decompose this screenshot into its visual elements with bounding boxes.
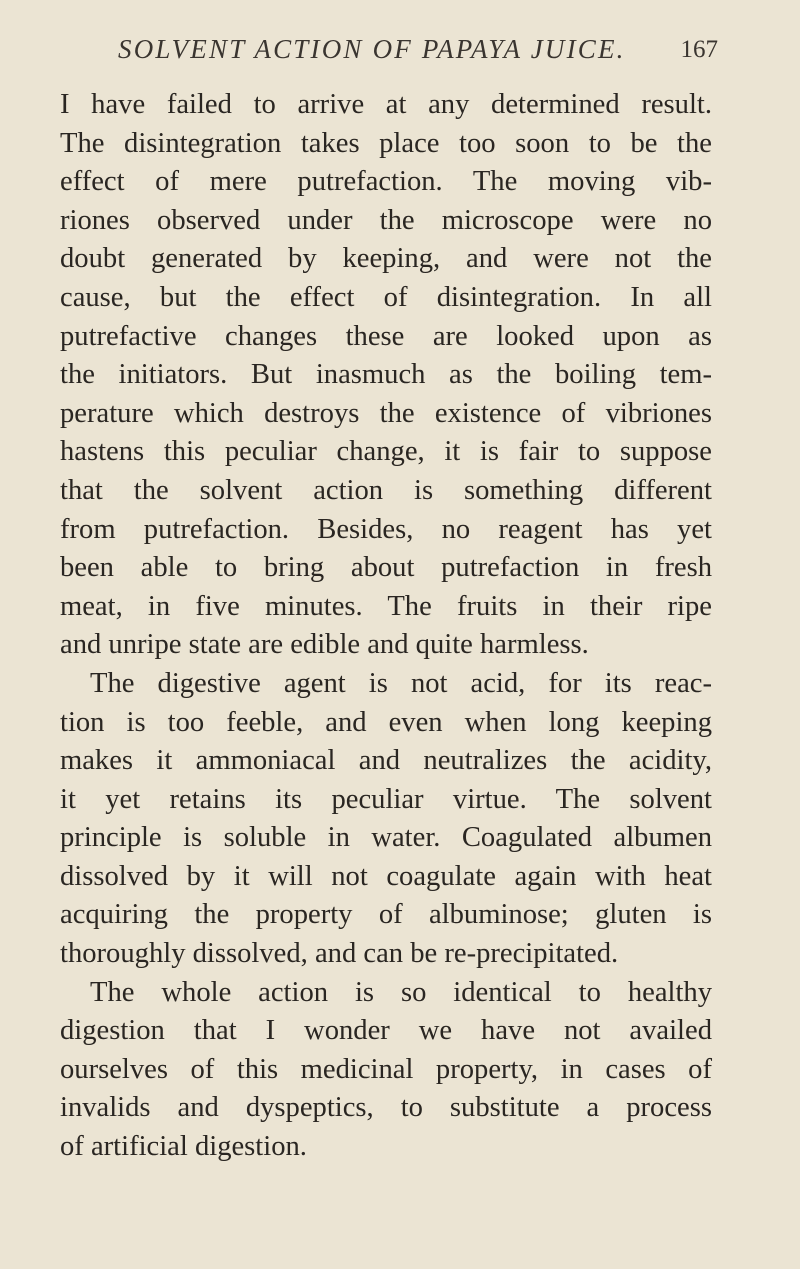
text-line: The digestive agent is not acid, for its reac- [90,667,712,699]
text-line: putrefactive changes these are looked upon as [60,320,712,352]
text-line: dissolved by it will not coagulate again with heat [60,860,712,892]
text-line: perature which destroys the existence of vibriones [60,397,712,429]
running-title: SOLVENT ACTION OF PAPAYA JUICE. [118,34,626,64]
text-line: I have failed to arrive at any determined result. [60,89,712,120]
text-line: that the solvent action is something different [60,474,712,506]
page-number: 167 [680,36,718,63]
text-line: and unripe state are edible and quite harmless. [60,629,589,661]
text-line: invalids and dyspeptics, to substitute a process [60,1092,712,1124]
text-line: of artificial digestion. [60,1131,307,1163]
text-line: effect of mere putrefaction. The moving vib- [60,166,712,198]
text-line: meat, in five minutes. The fruits in their ripe [60,590,712,622]
text-line: hastens this peculiar change, it is fair to suppose [60,436,712,468]
text-line: ourselves of this medicinal property, in cases of [60,1053,712,1085]
text-line: doubt generated by keeping, and were not the [60,243,712,275]
text-line: The whole action is so identical to healthy [90,976,712,1008]
text-line: acquiring the property of albuminose; gluten is [60,899,712,931]
text-line: cause, but the effect of disintegration. In all [60,281,712,313]
body-text [60,86,712,1167]
text-line: The disintegration takes place too soon to be the [60,127,712,159]
text-line: tion is too feeble, and even when long keeping [60,706,712,738]
text-line: from putrefaction. Besides, no reagent has yet [60,513,712,545]
text-line: principle is soluble in water. Coagulated albumen [60,822,712,854]
text-line: been able to bring about putrefaction in fresh [60,552,712,584]
running-head [108,34,718,74]
text-line: makes it ammoniacal and neutralizes the acidity, [60,745,712,777]
text-line: thoroughly dissolved, and can be re-precipitated. [60,938,619,970]
text-line: it yet retains its peculiar virtue. The solvent [60,783,712,815]
text-line: riones observed under the microscope were no [60,204,712,236]
text-line: digestion that I wonder we have not availed [60,1015,712,1047]
text-line: the initiators. But inasmuch as the boiling tem- [60,359,712,391]
